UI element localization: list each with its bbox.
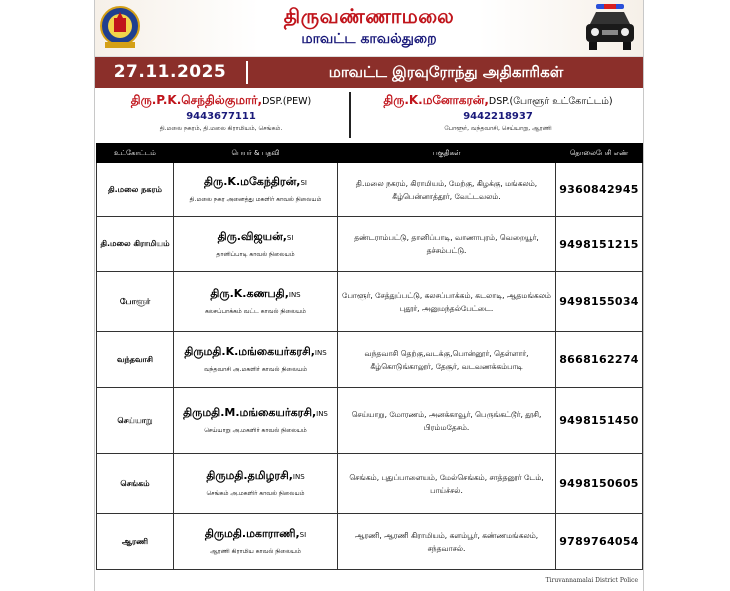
officer-name: திரு.P.K.செந்தில்குமார், — [130, 93, 263, 107]
areas-cell: செய்யாறு, மோரணம், அனக்காவூர், பெருங்கட்டூர், தூசி, பிரம்மதேசம். — [338, 388, 556, 454]
patrol-officer-name: திருமதி.K.மங்கையர்கரசி, — [184, 345, 315, 358]
table-row — [97, 388, 643, 454]
officer-cell — [174, 272, 338, 332]
roster-sheet — [94, 0, 644, 591]
header-banner — [94, 0, 644, 57]
areas-cell: தண்டராம்பட்டு, தானிப்பாடி, வாணாபுரம், வெறையூர், தச்சம்பட்டு. — [338, 217, 556, 272]
patrol-officer-name: திரு.K.மகேந்திரன், — [204, 175, 301, 188]
patrol-officer-station: செங்கம் அ.மகளிர் காவல் நிலையம் — [206, 490, 305, 497]
table-row — [97, 454, 643, 514]
phone-cell: 9498150605 — [556, 454, 643, 514]
officer-cell — [174, 514, 338, 570]
column-header-name-rank: பெயர் & பதவி — [174, 144, 338, 163]
officer-cell — [174, 454, 338, 514]
areas-cell: போளூர், சேத்துப்பட்டு, கலசப்பாக்கம், கடலாடி, ஆதமங்கலம் புதூர், அனுமந்தல்பேட்டை. — [338, 272, 556, 332]
patrol-officer-name: திருமதி.M.மங்கையர்கரசி, — [183, 406, 317, 419]
areas-cell: ஆரணி, ஆரணி கிராமியம், களம்பூர், கண்ணமங்கலம், சந்தவாசல். — [338, 514, 556, 570]
patrol-officer-rank: INS — [316, 410, 328, 418]
date-bar — [94, 57, 644, 88]
areas-cell: தி.மலை நகரம், கிராமியம், மேற்கு, கிழக்கு, மங்கலம், கீழ்பென்னாத்தூர், வேட்டவலம். — [338, 163, 556, 217]
officer-card-dsp-polur — [352, 90, 644, 140]
supervising-officers — [94, 90, 644, 140]
officer-phone: 9443677111 — [186, 111, 256, 122]
patrol-officer-name: திரு.விஜயன், — [217, 229, 287, 243]
subdivision-cell: ஆரணி — [97, 514, 174, 570]
phone-cell: 8668162274 — [556, 332, 643, 388]
phone-cell: 9498155034 — [556, 272, 643, 332]
phone-cell: 9360842945 — [556, 163, 643, 217]
subdivision-cell: வந்தவாசி — [97, 332, 174, 388]
officer-area: போளூர், வந்தவாசி, செய்யாறு, ஆரணி — [444, 125, 552, 132]
officer-cell — [174, 332, 338, 388]
subdivision-cell: செங்கம் — [97, 454, 174, 514]
patrol-officer-name: திரு.K.கணபதி, — [210, 287, 289, 300]
officer-card-dsp-pew — [94, 90, 348, 140]
officer-area: தி.மலை நகரம், தி.மலை கிராமியம், செங்கம். — [159, 125, 283, 132]
patrol-officer-name: திருமதி.மகாராணி, — [204, 527, 300, 540]
patrol-officer-rank: INS — [292, 473, 305, 481]
phone-cell: 9498151215 — [556, 217, 643, 272]
subdivision-cell: தி.மலை நகரம் — [97, 163, 174, 217]
patrol-officer-rank: SI — [286, 233, 294, 242]
officer-cell — [174, 217, 338, 272]
sheet-border-left — [94, 0, 95, 591]
sheet-border-right — [643, 0, 644, 591]
officer-name: திரு.K.மனோகரன், — [383, 93, 489, 107]
officer-rank: DSP.(PEW) — [262, 96, 312, 107]
patrol-officer-station: கலசப்பாக்கம் வட்ட காவல் நிலையம் — [204, 308, 307, 315]
phone-cell: 9498151450 — [556, 388, 643, 454]
areas-cell: வந்தவாசி தெற்கு,வடக்கு,பொன்னூர், தெள்ளார், கீழ்கொடுங்காலூர், தேசூர், வடவணக்கம்பாடி — [338, 332, 556, 388]
officer-rank: DSP.(போளூர் உட்கோட்டம்) — [488, 96, 613, 107]
areas-cell: செங்கம், புதுப்பாளையம், மேல்செங்கம், சாத்தனூர் டேம், பாய்ச்சல். — [338, 454, 556, 514]
table-header-row — [97, 144, 643, 163]
report-date: 27.11.2025 — [113, 62, 227, 82]
patrol-officer-rank: SI — [299, 531, 307, 539]
column-header-phone: தொலைபேசி எண் — [556, 144, 643, 163]
column-header-areas: பகுதிகள் — [338, 144, 556, 163]
patrol-officer-station: தானிப்பாடி காவல் நிலையம் — [216, 250, 295, 258]
patrol-officer-rank: INS — [288, 291, 301, 299]
table-row — [97, 514, 643, 570]
footer-credit: Tiruvannamalai District Police — [545, 577, 638, 584]
table-row — [97, 163, 643, 217]
night-patrol-table — [96, 143, 643, 570]
phone-cell: 9789764054 — [556, 514, 643, 570]
patrol-officer-rank: INS — [314, 349, 327, 357]
page-title: திருவண்ணாமலை — [283, 4, 455, 28]
patrol-officer-station: செய்யாறு அ.மகளிர் காவல் நிலையம் — [204, 427, 307, 434]
page-subtitle: மாவட்ட காவல்துறை — [301, 31, 437, 47]
column-header-subdivision: உட்கோட்டம் — [97, 144, 174, 163]
table-row — [97, 332, 643, 388]
subdivision-cell: போளூர் — [97, 272, 174, 332]
subdivision-cell: தி.மலை கிராமியம் — [97, 217, 174, 272]
patrol-officer-rank: SI — [300, 179, 307, 187]
officer-cell — [174, 388, 338, 454]
patrol-officer-name: திருமதி.தமிழரசி, — [206, 469, 293, 482]
table-row — [97, 272, 643, 332]
officer-divider — [349, 92, 351, 138]
patrol-officer-station: ஆரணி கிராமிய காவல் நிலையம் — [210, 548, 301, 555]
police-car-icon — [582, 2, 638, 52]
section-heading: மாவட்ட இரவுரோந்து அதிகாரிகள் — [328, 63, 564, 81]
patrol-officer-station: தி.மலை நகர அனைத்து மகளிர் காவல் நிலையம் — [189, 196, 322, 203]
subdivision-cell: செய்யாறு — [97, 388, 174, 454]
table-row — [97, 217, 643, 272]
officer-cell — [174, 163, 338, 217]
officer-phone: 9442218937 — [463, 111, 533, 122]
patrol-officer-station: வந்தவாசி அ.மகளிர் காவல் நிலையம் — [203, 366, 308, 373]
